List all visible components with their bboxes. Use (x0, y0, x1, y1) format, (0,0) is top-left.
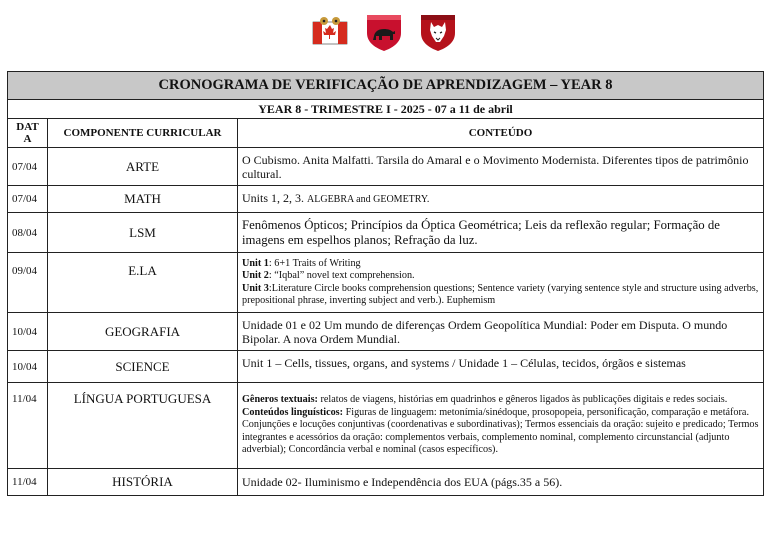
row-date: 07/04 (8, 186, 48, 213)
table-subtitle-row (8, 100, 764, 119)
canada-flag-shield-icon (310, 12, 350, 52)
table-header-row (8, 119, 764, 148)
wolf-crest-icon (418, 12, 458, 52)
row-component: MATH (48, 186, 238, 213)
row-content-main: Units 1, 2, 3. (242, 191, 308, 205)
table-row (8, 313, 764, 351)
content-line: Gêneros textuais: relatos de viagens, histórias em quadrinhos e gêneros ligados às publicações digitais e redes sociais. (242, 394, 728, 406)
row-component: SCIENCE (48, 351, 238, 383)
row-content: Unit 1 – Cells, tissues, organs, and systems / Unidade 1 – Células, tecidos, órgãos e sistemas (238, 351, 764, 383)
row-date: 09/04 (8, 253, 48, 313)
header-date: DAT A (8, 119, 48, 148)
table-row (8, 351, 764, 383)
header-component: COMPONENTE CURRICULAR (48, 119, 238, 148)
row-content: Unidade 01 e 02 Um mundo de diferenças Ordem Geopolítica Mundial: Poder em Disputa. O mundo Bipolar. A nova Ordem Mundial. (238, 313, 764, 351)
header-content: CONTEÚDO (238, 119, 764, 148)
row-content (238, 383, 764, 469)
content-line: Unit 1: 6+1 Traits of Writing (242, 257, 361, 269)
table-row (8, 148, 764, 186)
row-component: ARTE (48, 148, 238, 186)
row-content-small: ALGEBRA and GEOMETRY. (307, 194, 430, 205)
row-content (238, 253, 764, 313)
row-date: 10/04 (8, 313, 48, 351)
row-component: LSM (48, 213, 238, 253)
row-component: LÍNGUA PORTUGUESA (48, 383, 238, 469)
content-line: Unit 2: “Iqbal” novel text comprehension. (242, 270, 415, 282)
row-date: 11/04 (8, 469, 48, 496)
table-title: CRONOGRAMA DE VERIFICAÇÃO DE APRENDIZAGEM – YEAR 8 (8, 72, 764, 100)
row-component: E.LA (48, 253, 238, 313)
row-date: 08/04 (8, 213, 48, 253)
row-date: 07/04 (8, 148, 48, 186)
table-row (8, 383, 764, 469)
table-subtitle: YEAR 8 - TRIMESTRE I - 2025 - 07 a 11 de abril (8, 100, 764, 119)
row-content: Unidade 02- Iluminismo e Independência dos EUA (págs.35 a 56). (238, 469, 764, 496)
row-date: 10/04 (8, 351, 48, 383)
row-content: Fenômenos Ópticos; Princípios da Óptica Geométrica; Leis da reflexão regular; Formação de imagens em espelhos planos; Refração da luz. (238, 213, 764, 253)
row-component: GEOGRAFIA (48, 313, 238, 351)
content-line: Unit 3:Literature Circle books comprehension questions; Sentence variety (varying sentence style and structure using adverbs, prepositional phrase, inverting subject and verb.). Euphemism (242, 282, 759, 306)
table-title-row (8, 72, 764, 100)
logo-bar (0, 12, 768, 52)
schedule-table-wrapper (7, 71, 763, 496)
bear-crest-icon (364, 12, 404, 52)
row-date: 11/04 (8, 383, 48, 469)
schedule-table (7, 71, 764, 496)
content-line: Conteúdos linguísticos: Figuras de linguagem: metonímia/sinédoque, prosopopeia, personificação, comparação e metáfora. Conjunções e locuções conjuntivas (coordenativas e subordinativas); Termos essenciais da oração: sujeito e predicado; Termos integrantes e acessórios da oração: complementos verbais, complemento nominal, complemento circunstancial (adjunto adverbial); Concordância verbal e nominal (casos específicos). (242, 406, 759, 456)
table-row (8, 253, 764, 313)
table-row (8, 213, 764, 253)
table-row (8, 186, 764, 213)
table-row (8, 469, 764, 496)
row-component: HISTÓRIA (48, 469, 238, 496)
row-content (238, 186, 764, 213)
row-content: O Cubismo. Anita Malfatti. Tarsila do Amaral e o Movimento Modernista. Diferentes tipos de patrimônio cultural. (238, 148, 764, 186)
